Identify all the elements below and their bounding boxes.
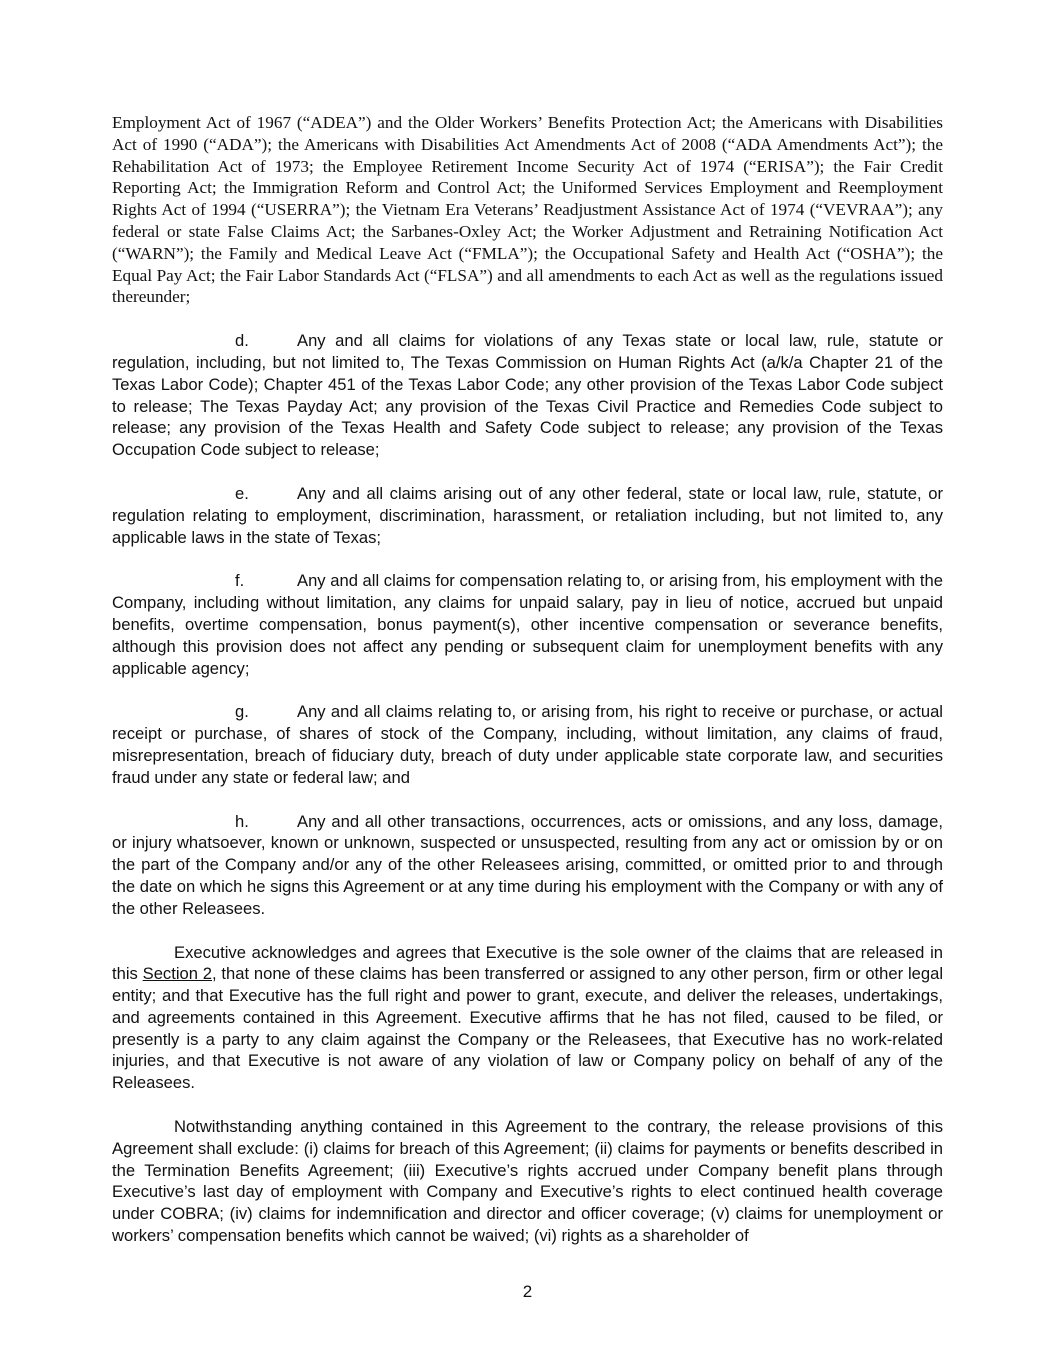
page-number: 2 [522,1282,533,1301]
document-page [112,112,943,1247]
list-item-label: g. [235,702,249,722]
list-item-e [112,483,943,548]
list-item-text: Any and all claims arising out of any other federal, state or local law, rule, statute, or regulation relating to employment, discrimination, harassment, or retaliation including, but not limited to, any applicable laws in the state of Texas; [112,483,943,547]
list-item-text: Any and all claims relating to, or arising from, his right to receive or purchase, or actual receipt or purchase, of shares of stock of the Company, including, without limitation, any claims of fraud, misrepresentation, breach of fiduciary duty, breach of duty under applicable state corporate law, and securities fraud under any state or federal law; and [112,702,943,787]
list-item-g [112,701,943,788]
acknowledgement-text-end: , that none of these claims has been transferred or assigned to any other person, firm or other legal entity; and that Executive has the full right and power to grant, execute, and deliver the releases, undertakings, and agreements contained in this Agreement. Executive affirms that he has not filed, caused to be filed, or presently is a party to any claim against the Company or the Releasees, that Executive has no work-related injuries, and that Executive is not aware of any violation of law or Company policy on behalf of any of the Releasees. [112,964,944,1093]
list-item-label: f. [235,571,245,591]
list-item-label: d. [235,331,249,351]
acknowledgement-text-start: Executive acknowledges and agrees that Executive is the sole owner of the claims that are released in this [112,942,943,984]
list-item-h [112,811,943,920]
intro-paragraph: Employment Act of 1967 (“ADEA”) and the Older Workers’ Benefits Protection Act; the Americans with Disabilities Act of 1990 (“ADA”); the Americans with Disabilities Act Amendments Act of 2008 (“ADA Amendments Act”); the Rehabilitation Act of 1973; the Employee Retirement Income Security Act of 1974 (“ERISA”); the Fair Credit Reporting Act; the Immigration Reform and Control Act; the Uniformed Services Employment and Reemployment Rights Act of 1994 (“USERRA”); the Vietnam Era Veterans’ Readjustment Assistance Act of 1974 (“VEVRAA”); any federal or state False Claims Act; the Sarbanes-Oxley Act; the Worker Adjustment and Retraining Notification Act (“WARN”); the Family and Medical Leave Act (“FMLA”); the Occupational Safety and Health Act (“OSHA”); the Equal Pay Act; the Fair Labor Standards Act (“FLSA”) and all amendments to each Act as well as the regulations issued thereunder; [112,113,943,307]
list-item-text: Any and all claims for violations of any Texas state or local law, rule, statute or regulation, including, but not limited to, The Texas Commission on Human Rights Act (a/k/a Chapter 21 of the Texas Labor Code); Chapter 451 of the Texas Labor Code; any other provision of the Texas Labor Code subject to release; The Texas Payday Act; any provision of the Texas Civil Practice and Remedies Code subject to release; any provision of the Texas Health and Safety Code subject to release; any provision of the Texas Occupation Code subject to release; [112,331,943,460]
list-item-label: h. [235,811,249,831]
list-item-d [112,330,943,461]
list-item-label: e. [235,483,249,503]
acknowledgement-paragraph [112,942,943,1095]
list-item-text: Any and all other transactions, occurrences, acts or omissions, and any loss, damage, or injury whatsoever, known or unknown, suspected or unsuspected, resulting from any act or omission by or on the part of the Company and/or any of the other Releasees arising, committed, or omitted prior to and through the date on which he signs this Agreement or at any time during his employment with the Company or with any of the other Releasees. [112,811,943,918]
section-reference: Section 2 [142,964,212,984]
notwithstanding-paragraph: Notwithstanding anything contained in this Agreement to the contrary, the release provisions of this Agreement shall exclude: (i) claims for breach of this Agreement; (ii) claims for payments or benefits described in the Termination Benefits Agreement; (iii) Executive’s rights accrued under Company benefit plans through Executive’s last day of employment with Company and Executive’s rights to elect continued health coverage under COBRA; (iv) claims for indemnification and director and officer coverage; (v) claims for unemployment or workers’ compensation benefits which cannot be waived; (vi) rights as a shareholder of [112,1117,943,1246]
list-item-text: Any and all claims for compensation relating to, or arising from, his employment with the Company, including without limitation, any claims for unpaid salary, pay in lieu of notice, accrued but unpaid benefits, overtime compensation, bonus payment(s), other incentive compensation or severance benefits, although this provision does not affect any pending or subsequent claim for unemployment benefits with any applicable agency; [112,571,943,678]
list-item-f [112,570,943,679]
